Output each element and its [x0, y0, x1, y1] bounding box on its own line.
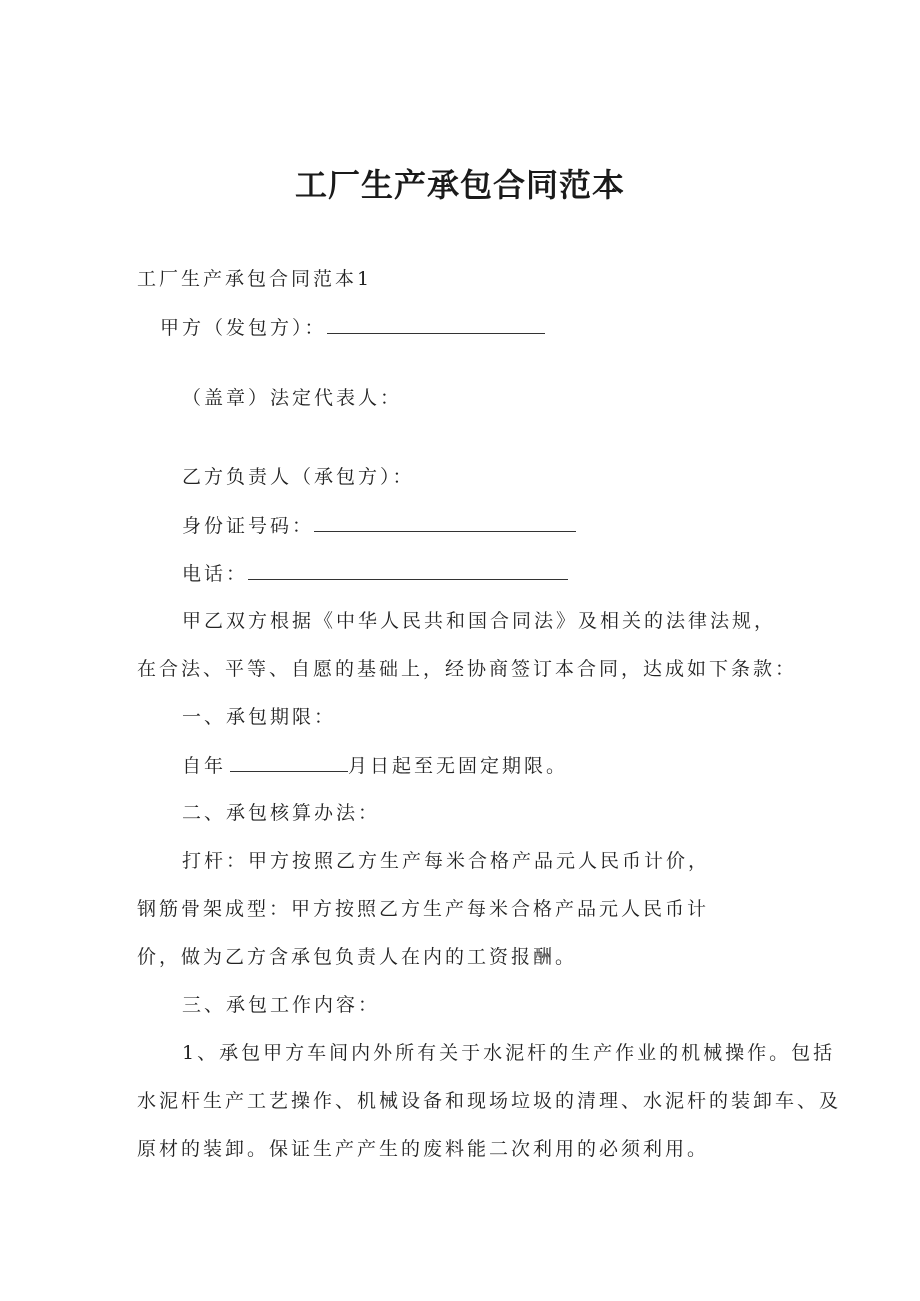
id-row — [182, 511, 576, 540]
phone-blank — [248, 559, 568, 580]
section1-heading: 一、承包期限： — [182, 706, 337, 728]
term-prefix: 自年 — [182, 755, 227, 777]
phone-label: 电话： — [182, 563, 249, 585]
term-blank — [230, 751, 348, 772]
party-a-label: 甲方（发包方）： — [160, 317, 327, 339]
section2-heading: 二、承包核算办法： — [182, 802, 381, 824]
calc-line-3: 价，做为乙方含承包负责人在内的工资报酬。 — [137, 946, 578, 968]
party-b-label: 乙方负责人（承包方）： — [182, 466, 415, 488]
seal-rep-label: （盖章）法定代表人： — [182, 387, 403, 409]
work-line-1: 1、承包甲方车间内外所有关于水泥杆的生产作业的机械操作。包括 — [182, 1042, 836, 1064]
term-row — [182, 751, 568, 780]
id-label: 身份证号码： — [182, 515, 315, 537]
phone-row — [182, 559, 568, 588]
document-title: 工厂生产承包合同范本 — [294, 166, 625, 204]
work-line-2: 水泥杆生产工艺操作、机械设备和现场垃圾的清理、水泥杆的装卸车、及 — [137, 1090, 842, 1112]
calc-line-2: 钢筋骨架成型：甲方按照乙方生产每米合格产品元人民币计 — [137, 898, 710, 920]
intro-line-2: 在合法、平等、自愿的基础上，经协商签订本合同，达成如下条款： — [137, 658, 798, 680]
section3-heading: 三、承包工作内容： — [182, 994, 381, 1016]
term-suffix: 月日起至无固定期限。 — [348, 755, 569, 777]
work-line-3: 原材的装卸。保证生产产生的废料能二次利用的必须利用。 — [137, 1138, 710, 1160]
intro-line-1: 甲乙双方根据《中华人民共和国合同法》及相关的法律法规， — [182, 610, 777, 632]
calc-line-1: 打杆：甲方按照乙方生产每米合格产品元人民币计价， — [182, 850, 711, 872]
id-blank — [314, 511, 576, 532]
document-subtitle: 工厂生产承包合同范本1 — [137, 268, 373, 290]
party-a-row — [160, 313, 545, 342]
party-a-blank — [327, 313, 545, 334]
